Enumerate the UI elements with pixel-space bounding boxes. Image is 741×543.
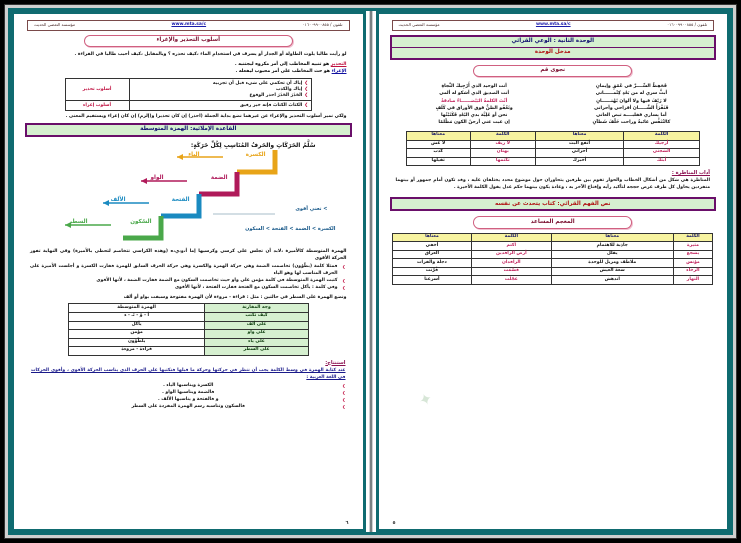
cell-hamza: أ - ؤ - ئـ - ء — [68, 312, 205, 321]
banner-text: القاعدة الإملائية: الهمزة المتوسطة — [27, 125, 350, 135]
cell-word: مؤنس — [673, 259, 713, 268]
col-header-meaning-2: معناها — [406, 131, 470, 140]
cell-word: أبثك — [624, 157, 700, 166]
example-text: الحَذَرَ الحَذَرَ احذر الوقوع — [249, 92, 303, 98]
vocabulary-table-1 — [406, 131, 700, 166]
list-item: ❯ فمثلا كلمة (بطّؤون) تخاصمت الضمة وهي حركة الهمزة والكسرة وهي حركة الحرف السابق للهمزة ففازت الكسرة و أجلست الأميرة على الحرف المناسب لها وهو الياء — [30, 264, 347, 278]
page-header-left — [392, 20, 715, 31]
poem-hemistich-b: فَنَقْرَأُ الشَّـــــانَ أفراحي وأحزاني — [594, 105, 669, 111]
ighraa-examples — [129, 101, 311, 111]
cell-word: النهار — [673, 276, 713, 285]
poem-line — [396, 98, 711, 105]
poem-block — [386, 81, 721, 129]
title-helper-glossary: المعجم المساعد — [473, 216, 632, 228]
cell-meaning: أحزاني — [535, 149, 624, 158]
poem-hemistich-a: إن غبت عني أرحنُ الكون مَظْلمًا — [438, 119, 510, 125]
header-url[interactable]: www.mta.sa/c — [535, 22, 571, 28]
cell-meaning-2: أسرعنا — [393, 276, 471, 285]
page-number-left: ٥ — [392, 520, 396, 526]
poem-hemistich-b: أبثُّ سري له من بَعْدِ كِتْمــــــاني — [595, 91, 668, 97]
col-header-meaning: معناها — [535, 131, 624, 140]
cell-meaning: أنفع البث — [535, 140, 624, 149]
cell-word: أرجيك — [624, 140, 700, 149]
page-gutter — [366, 11, 376, 532]
teal-border — [8, 8, 733, 535]
poem-line — [396, 119, 711, 126]
page-header-right — [27, 20, 350, 31]
conclusion-title: استنتاج: — [325, 359, 346, 366]
ighraa-row-label: أسلوب إغراء — [65, 101, 129, 111]
col-header-meaning-2: معناها — [393, 233, 471, 242]
poem-hemistich-a: أنت الصديق الذي أشكو له ألمي — [439, 91, 510, 97]
poem-hemistich-a: نحن أو عَلِيَّة بدي البُعْدِ فَكَتَبْتُها — [440, 112, 508, 118]
cell-hamza: قراءة - مروءة — [68, 347, 205, 356]
bullet-icon: ❯ — [304, 92, 309, 98]
list-item: ❯ كتبت الهمزة المتوسطة في كلمة مؤمن على واو حيث تخاصمت السكون مع الضمة ففازت الضمة ، لأنها الأقوى — [30, 278, 347, 285]
tahzeer-ighraa-table — [65, 78, 313, 111]
definition-ighraa — [30, 68, 347, 75]
banner-reading-title: نص الفهم القرائي: كتاب يتحدث عن نفسه — [392, 199, 715, 209]
tahzeer-label: التحذير — [330, 61, 347, 67]
hamza-body-text: الهمزة المتوسطة كالأميرة ،لابد أن تجلس على كرسي وكرسيها إما أ،و،ي،ه (وهذه الكراسي تتخاصم لتحظى بالأميرة) وفي النهاية تفوز الحركة الأقوى — [30, 248, 347, 261]
table-header-row — [393, 233, 713, 242]
table-row — [65, 79, 312, 101]
cell-comparison: على ياء — [205, 338, 308, 347]
list-item: ❯ وفي كلمة : يأكل تخاصمت السكون مع الفتحة ففازت الفتحة ، لأنها الأقوى — [30, 285, 347, 292]
page-left — [376, 11, 731, 532]
table-row — [68, 347, 308, 356]
table-row — [68, 330, 308, 339]
header-phone: تلفون / ٠١٦٠٠٩٩٠٠٨٥٥ — [302, 22, 343, 28]
tahzeer-row-label: أسلوب تحذير — [65, 79, 129, 101]
cell-meaning-2: دجلة والفرات — [393, 259, 471, 268]
table-header-row — [406, 131, 699, 140]
col-header-word: الكلمة — [624, 131, 700, 140]
distinguish-note: ولكي نميز أسلوب التحذير والإغراء عن غيرهما نضع بداية الجملة (احذر) إن كان تحذيرا و(إلزم) إن كان إغراء ويستقيم المعنى . — [65, 114, 347, 120]
cell-word-2: الرافدان — [471, 259, 551, 268]
col-header-word-2: الكلمة — [471, 233, 551, 242]
step-movement-sukoon: السُكون — [130, 218, 152, 225]
debate-etiquette-text: المناظرة هي شكل من أشكال الخطاب والحوار تقوم بين طرفين يتحاوران حول موضوع محدد يختلفان عليه ، وقد تكون أمام جمهور أو بينهما منفردين يحاول كل طرف عرض حججه لتأكيد رأيه وإقناع الآخر به ، وعادة يكون بينهما حكم عدل يقول الكلمة الأخيرة . — [395, 178, 710, 191]
vocabulary-table-2 — [392, 233, 713, 285]
cell-word-2: بهتان — [470, 149, 535, 158]
title-tahzeer-ighraa: أسلوب التحذير والإغراء — [84, 35, 293, 47]
cell-meaning-2: قُرَّنت — [393, 267, 471, 276]
poem-line — [396, 112, 711, 119]
table-row — [393, 250, 713, 259]
header-phone: تلفون / ٠١٦٠٠٩٩٠٠٨٥٥ — [666, 22, 707, 28]
cell-comparison: على السطر — [205, 347, 308, 356]
banner-unit-title: الوحدة الثانية : الوعي القرائي — [392, 37, 715, 48]
table-row — [393, 242, 713, 251]
step-letter-waw: الواو — [150, 174, 164, 181]
poem-hemistich-b: أما يساري فقلبــــه تبض العاني — [596, 112, 667, 118]
poem-hemistich-a: أنت الوحيد الذي أَرْجِيكَ النَّجاةِ — [441, 84, 507, 90]
example-text: إياك والكذب — [275, 86, 303, 92]
conclusion-text: عند كتابة الهمزة في وسط الكلمة يجب أن ننظر في حركتها وحركة ما قبلها فنكتبها على الحرف الذي يناسب الحركة الأقوى ، وأقوى الحركات في اللغة العربية : — [31, 367, 346, 380]
table-row — [393, 259, 713, 268]
table-row — [68, 338, 308, 347]
cell-comparison: على ألف — [205, 321, 308, 330]
step-movement-damma: الضمة — [210, 174, 228, 181]
cell-word-2: تكتمها — [470, 157, 535, 166]
cell-word: يشجع — [673, 250, 713, 259]
list-item: ❯ الكسرة ويناسبها الياء . — [30, 383, 347, 390]
definition-tahzeer — [30, 61, 347, 68]
page-right — [11, 11, 366, 532]
cell-comparison: على واو — [205, 330, 308, 339]
table-row — [68, 321, 308, 330]
table-row — [65, 101, 312, 111]
poem-hemistich-a: أنْتَ الكلمةُ البَيْضــــــاءُ صادقةٌ — [441, 98, 508, 104]
col-header-meaning: معناها — [551, 233, 673, 242]
hamza-closing-note: ونضع الهمزة على السطر في حالتين : مثل : قراءة - مروءة لأن الهمزة مفتوحة وسبقت بواو أو ألف — [123, 295, 347, 301]
poem-hemistich-a: وتَغْفُو الظنُّ فوق الأوراق في كَلَفٍ — [435, 105, 513, 111]
step-letter-satr: السطر — [68, 218, 88, 225]
tahzeer-examples — [129, 79, 311, 101]
cell-hamza: يلطّؤون — [68, 338, 205, 347]
header-org: مؤسسة التعضي الحديث — [398, 22, 440, 28]
cell-word-2: لا زيف — [470, 140, 535, 149]
step-movement-kasra: الكسرة — [245, 151, 266, 158]
hamza-stair-diagram — [27, 142, 350, 246]
cell-meaning: جاذبة للاهتمام — [551, 242, 673, 251]
list-item: ❯ فالسكون وتناسبه رسم الهمزة المفردة على السطر — [30, 404, 347, 411]
table-row — [406, 140, 699, 149]
banner-hamza-rule — [25, 123, 352, 137]
col-header-hamza: الهمزة المتوسطة — [68, 304, 205, 313]
table-row — [406, 157, 699, 166]
header-url[interactable]: www.mta.sa/c — [171, 22, 207, 28]
cell-meaning-2: لا غش — [406, 140, 470, 149]
banner-reading-text — [390, 197, 717, 211]
banner-unit-subtitle: مدخل الوحدة — [392, 48, 715, 58]
intro-paragraph: لو رأيت طالبا يلوث الطاولة أو الجدار أو يسرف في استخدام الماء ،كيف نحذره ؟ وبالمقابل ،كيف أحبب طالبا في القراءة . — [74, 52, 347, 58]
cell-word: الشجني — [624, 149, 700, 158]
diagram-order-sequence: الكسرة > الضمة > الفتحة > السكون — [245, 225, 336, 232]
poem-hemistich-b: لا زَيْفَ فيها ولا ألوانَ بُهْتــــــانِ — [596, 98, 667, 104]
example-text: إياك أن تحكمي على شيء قبل أن تجربيه — [212, 80, 303, 86]
cell-word: مثيرة — [673, 242, 713, 251]
conclusion-bullets — [30, 383, 347, 411]
cell-word-2: قَسْمَت — [471, 267, 551, 276]
poem-hemistich-b: كالتُنَفَّس غائبةٌ وراحت خَلْفَ شَطآنِ — [592, 119, 671, 125]
table-row — [406, 149, 699, 158]
document-frame — [4, 4, 737, 539]
cell-meaning: يقلل — [551, 250, 673, 259]
cell-meaning: ملاطف ومزيل للوحدة — [551, 259, 673, 268]
poem-hemistich-b: فَحَفِظْ السِّــــرَّ في عُمْقٍ وإيمانِ — [595, 84, 667, 90]
cell-comparison: كيف تكتب — [205, 312, 308, 321]
table-row — [393, 276, 713, 285]
cell-word-2: اكتم — [471, 242, 551, 251]
debate-etiquette-title: آداب المناظرة : — [671, 170, 710, 177]
bullet-icon: ❯ — [304, 86, 309, 92]
page-number-right: ٦ — [345, 520, 349, 526]
table-header-row — [68, 304, 308, 313]
example-text: الكتابَ الكتابَ فإنه خير رفيق — [239, 102, 303, 108]
two-page-spread — [11, 11, 730, 532]
watermark: ✦ — [415, 388, 435, 411]
col-header-word-2: الكلمة — [470, 131, 535, 140]
poem-line — [396, 105, 711, 112]
poem-line — [396, 90, 711, 97]
diagram-heading: سُلَّمُ الحَرَكَاتِ والحَرفُ المُنَاسِبِ لِكُلِّ حَرَكَةٍ: — [190, 141, 316, 149]
cell-meaning-2: كذب — [406, 149, 470, 158]
tahzeer-text: هو تنبيه المخاطب إلى أمر مكروه ليجتنبه . — [234, 61, 330, 67]
title-najwa-qam: نجوى قم — [473, 65, 632, 77]
cell-hamza: يأكل — [68, 321, 205, 330]
cell-hamza: مؤمن — [68, 330, 205, 339]
cell-word-2: أرض الرافدين — [471, 250, 551, 259]
cell-meaning-2: أخفي — [393, 242, 471, 251]
ighraa-text: هو حث المخاطب على أمر محبوب ليفعله . — [235, 69, 330, 75]
cell-meaning-2: تقيلها — [406, 157, 470, 166]
comparison-table — [68, 303, 309, 355]
table-row — [68, 312, 308, 321]
cell-meaning-2: العراق — [393, 250, 471, 259]
cell-meaning: اندهش — [551, 276, 673, 285]
cell-word-2: عجّلت — [471, 276, 551, 285]
list-item: ❯ فالضمة ويناسبها الواو . — [30, 390, 347, 397]
table-row — [393, 267, 713, 276]
cell-meaning: أخبرك — [535, 157, 624, 166]
poem-line — [396, 83, 711, 90]
col-header-word: الكلمة — [673, 233, 713, 242]
col-header-comparison: وجه المقارنة — [205, 304, 308, 313]
step-letter-yaa: الياء — [188, 151, 200, 158]
header-org: مؤسسة التعضي الحديث — [34, 22, 76, 28]
diagram-caption-stronger: > تعني أقوى — [295, 205, 328, 212]
bullet-icon: ❯ — [304, 102, 309, 108]
hamza-bullet-list — [30, 264, 347, 292]
cell-word: الرخاء — [673, 267, 713, 276]
cell-meaning: سعة العيش — [551, 267, 673, 276]
list-item: ❯ و فالفتحة و يناسبها الألف . — [30, 397, 347, 404]
step-letter-alif: الألف — [110, 196, 126, 203]
step-movement-fatha: الفتحة — [171, 196, 190, 203]
banner-unit-two — [390, 35, 717, 60]
bullet-icon: ❯ — [304, 80, 309, 86]
ighraa-label: الإغراء — [331, 69, 347, 75]
